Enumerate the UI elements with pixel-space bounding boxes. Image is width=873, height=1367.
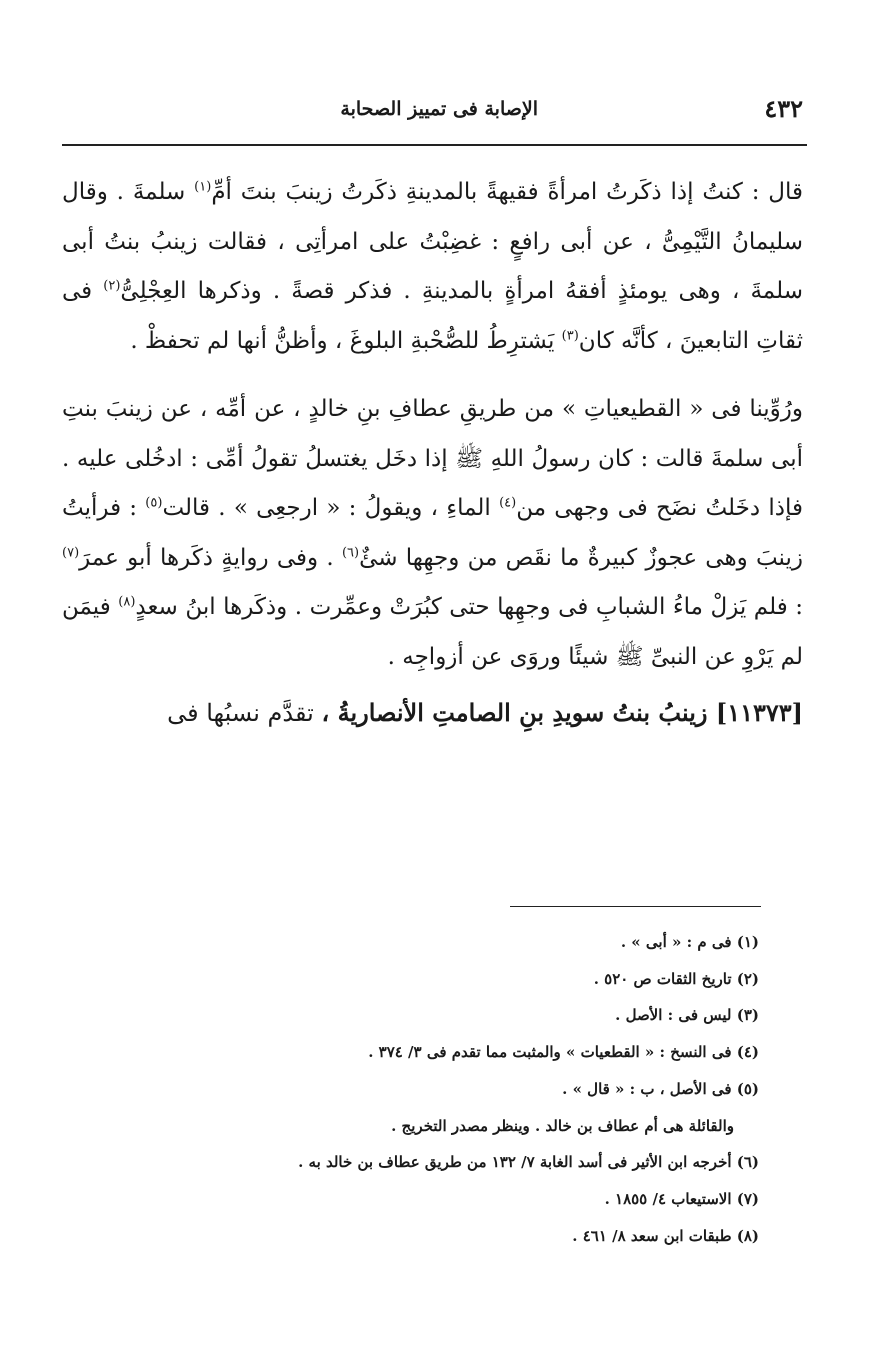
running-title: الإصابة فى تمييز الصحابة (340, 98, 538, 120)
entry-heading (62, 688, 803, 739)
entry-name: زينبُ بنتُ سويدِ بنِ الصامتِ الأنصاريةُ ، (321, 698, 716, 727)
footnote-4: (٤) فى النسخ : « القطعيات » والمثبت مما تقدم فى ٣/ ٣٧٤ . (368, 1043, 759, 1062)
entry-rest: تقدَّم نسبُها فى (167, 699, 322, 727)
footnote-ref-7: (٧) (62, 544, 80, 560)
page-number: ٤٣٢ (764, 94, 803, 123)
footnote-ref-1: (١) (194, 179, 212, 195)
paragraph-2 (62, 385, 803, 682)
p2-text-d: . وفى روايةٍ ذكَرها أبو عمرَ (79, 544, 342, 571)
paragraph-1 (62, 168, 803, 366)
p2-text-f: فيمَن لم يَرْوِ عن النبىِّ ﷺ شيئًا وروَى عن أزواجِه . (62, 594, 803, 670)
footnotes (150, 924, 759, 1254)
footnote-3: (٣) ليس فى : الأصل . (615, 1006, 759, 1025)
p2-text-c: : فرأيتُ زينبَ وهى عجوزٌ كبيرةٌ ما نقَص من وجهِها شئٌ (62, 495, 803, 571)
footnote-ref-2: (٢) (103, 278, 121, 294)
footnote-ref-4: (٤) (499, 495, 517, 511)
p1-text-d: يَشترِطُ للصُّحْبةِ البلوغَ ، وأظنُّ أنها لم تحفظْ . (130, 327, 562, 354)
p2-text-a: ورُوِّينا فى « القطيعياتِ » من طريقِ عطافِ بنِ خالدٍ ، عن أمِّه ، عن زينبَ بنتِ أبى سلمةَ قالت : كان رسولُ اللهِ ﷺ إذا دخَل يغتسلُ تقولُ أمِّى : ادخُلى عليه . فإذا دخَلتُ نضَح فى وجهى من (62, 396, 803, 521)
footnote-ref-8: (٨) (118, 594, 136, 610)
p1-text-c: فى ثقاتِ التابعينَ ، كأنَّه كان (62, 278, 803, 354)
footnote-5-continuation: والقائلة هى أم عطاف بن خالد . وينظر مصدر التخريج . (391, 1116, 734, 1135)
p2-text-e: : فلم يَزلْ ماءُ الشبابِ فى وجهِها حتى كبُرَتْ وعمِّرت . وذكَرها ابنُ سعدٍ (135, 594, 803, 620)
footnote-1: (١) فى م : « أبى » . (620, 933, 759, 951)
footnote-5: (٥) فى الأصل ، ب : « قال » . (562, 1079, 759, 1098)
header-rule (62, 144, 807, 146)
footnote-ref-5: (٥) (145, 495, 163, 511)
p2-text-b: الماءِ ، ويقولُ : « ارجعِى » . قالت (162, 495, 500, 521)
page-header (60, 94, 803, 134)
footnote-rule (510, 906, 761, 907)
entry-number: [١١٣٧٣] (715, 698, 803, 727)
main-text (62, 168, 803, 739)
footnote-2: (٢) تاريخ الثقات ص ٥٢٠ . (593, 969, 759, 988)
footnote-ref-6: (٦) (341, 544, 360, 560)
p1-text-a: قال : كنتُ إذا ذكَرتُ امرأةً فقيهةً بالمدينةِ ذكَرتُ زينبَ بنتَ أمِّ (211, 179, 803, 205)
p1-text-b: سلمةَ . وقال سليمانُ التَّيْمِىُّ ، عن أبى رافعٍ : غضِبْتُ على امرأتِى ، فقالت زينبُ بنتُ أبى سلمةَ ، وهى يومئذٍ أفقهُ امرأةٍ بالمدينةِ . فذكر قصةً . وذكرها العِجْلِىُّ (62, 179, 803, 304)
footnote-7: (٧) الاستيعاب ٤/ ١٨٥٥ . (604, 1189, 759, 1208)
footnote-8: (٨) طبقات ابن سعد ٨/ ٤٦١ . (572, 1226, 759, 1245)
footnote-ref-3: (٣) (561, 327, 579, 343)
footnote-6: (٦) أخرجه ابن الأثير فى أسد الغابة ٧/ ١٣٢ من طريق عطاف بن خالد به . (298, 1153, 759, 1172)
